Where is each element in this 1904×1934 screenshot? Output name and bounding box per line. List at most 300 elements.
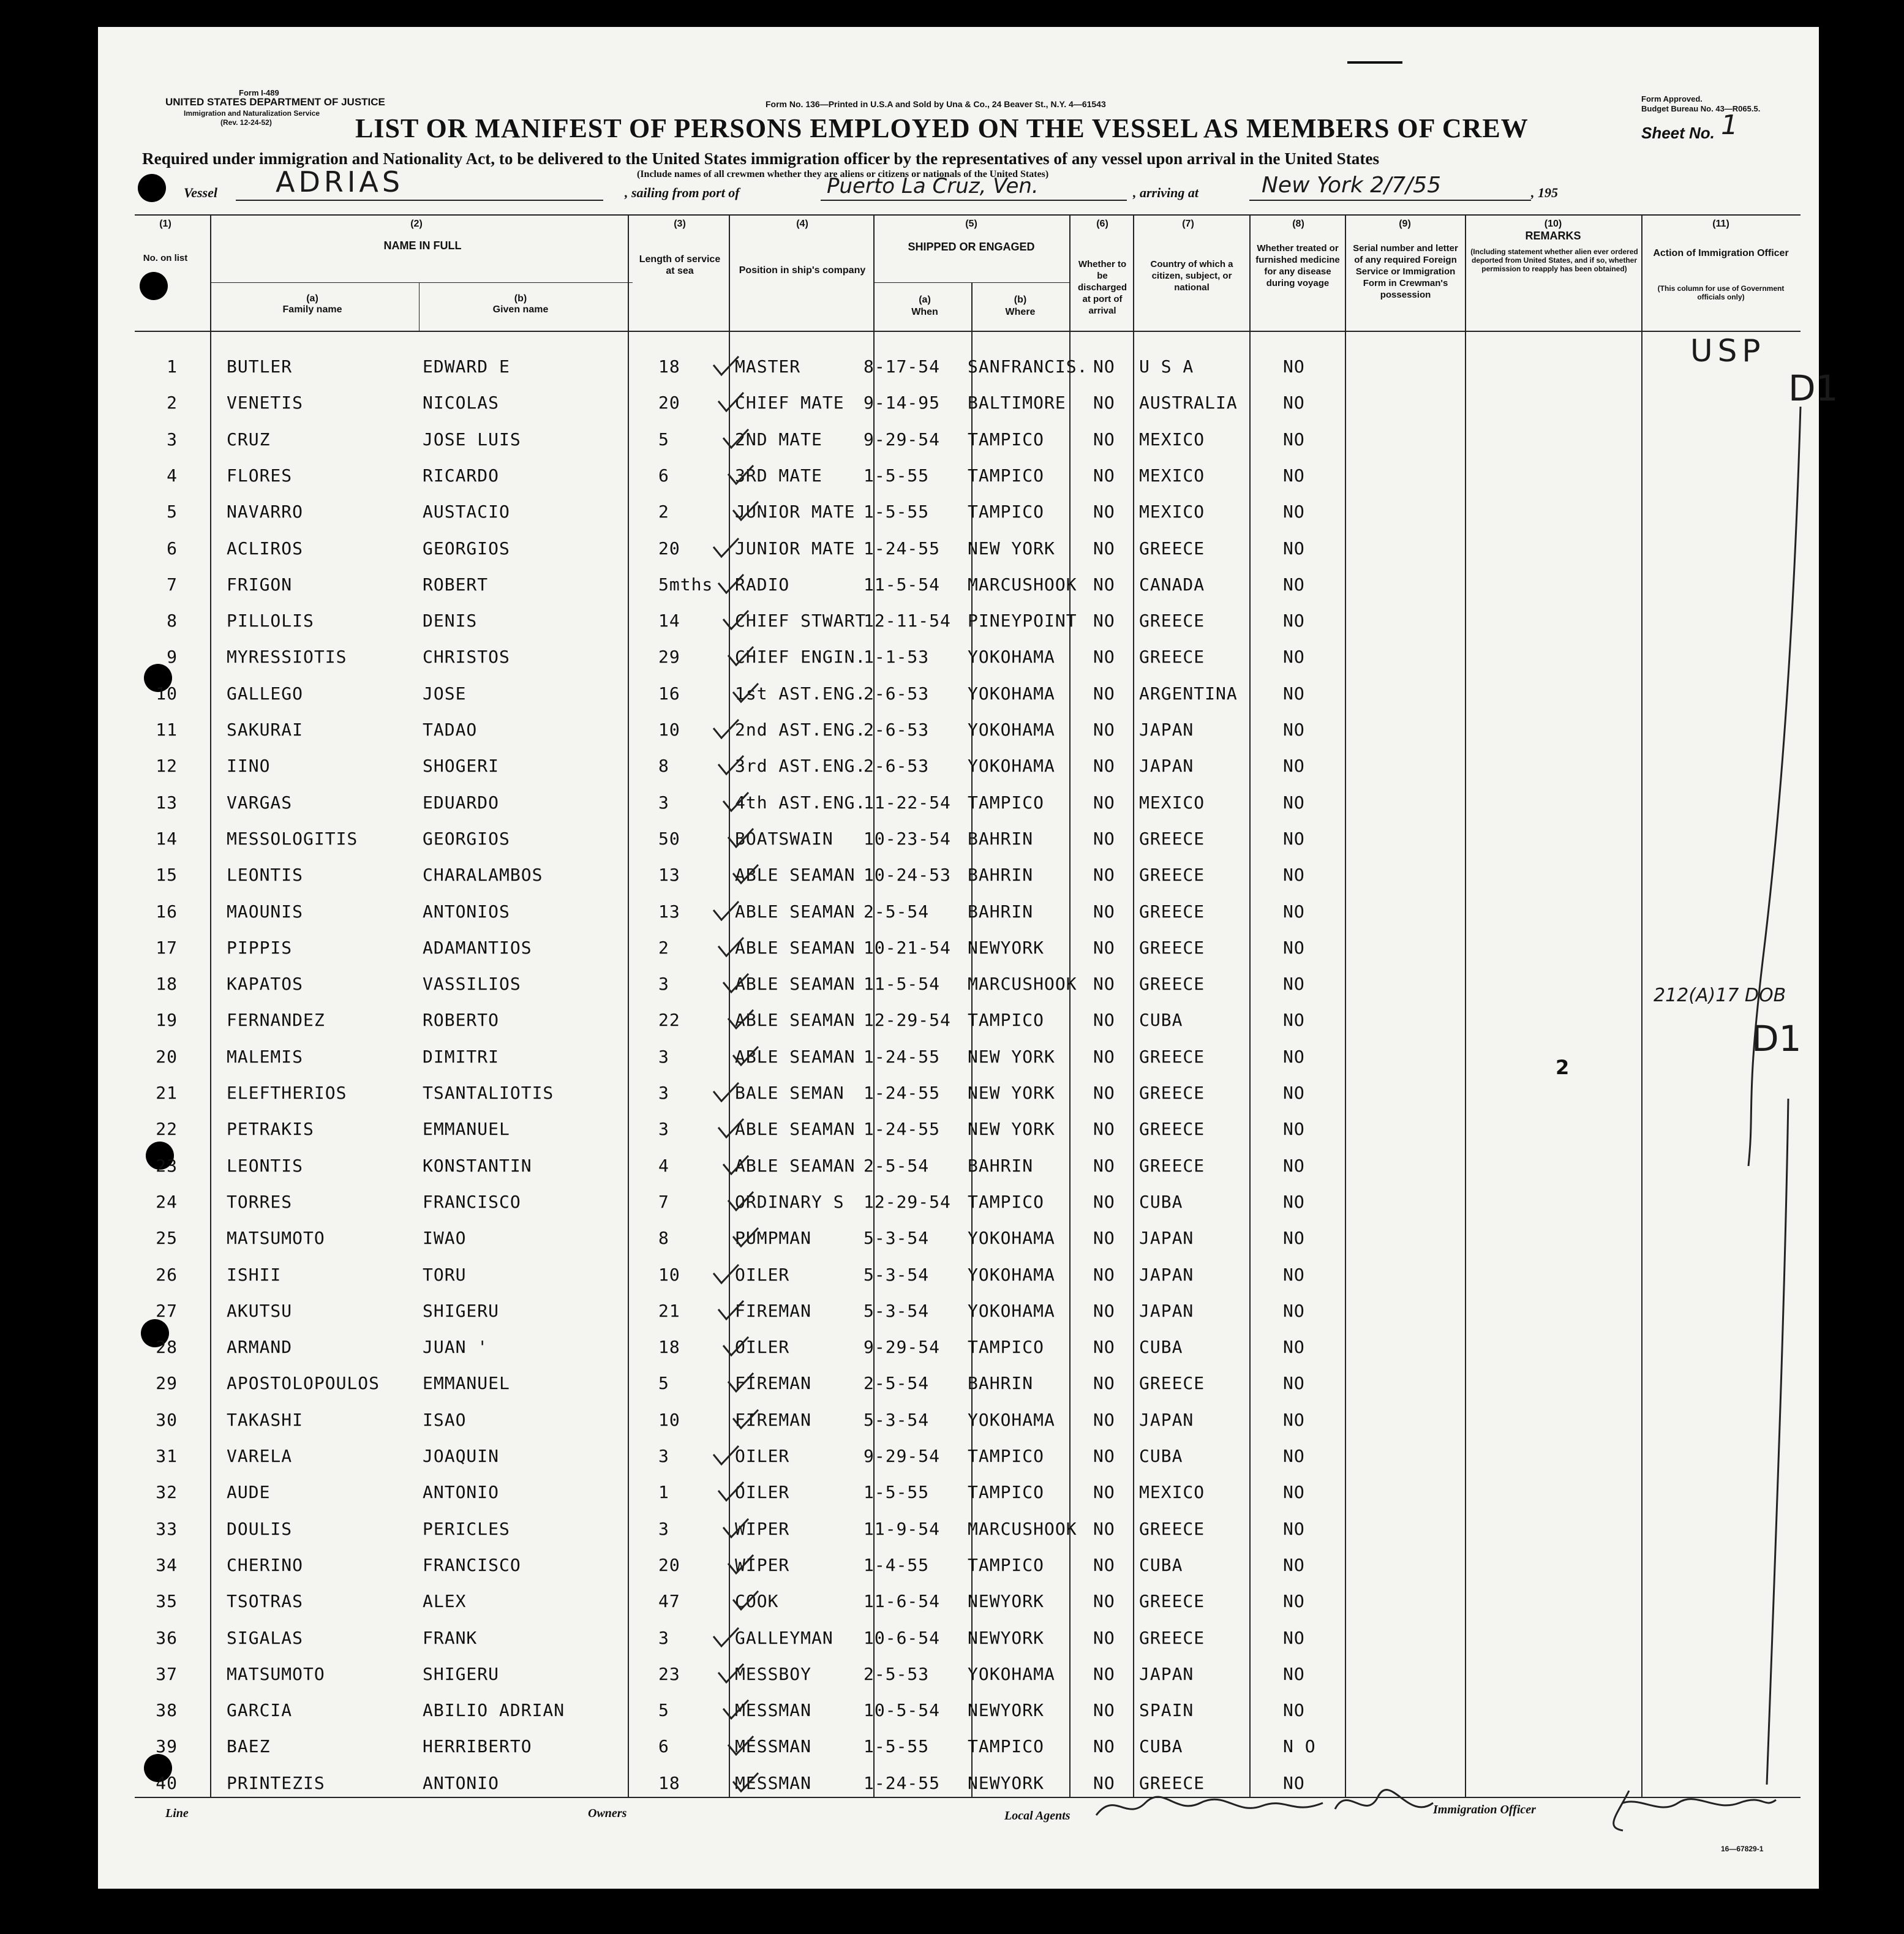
treated: NO (1283, 465, 1305, 486)
country: GREECE (1139, 1591, 1205, 1611)
treated: NO (1283, 611, 1305, 631)
col10-number: (10) (1544, 219, 1562, 229)
discharged: NO (1093, 611, 1115, 631)
position: FIREMAN (735, 1301, 812, 1321)
length-of-service: 5mths (658, 574, 713, 595)
shipped-when: 12-11-54 (864, 611, 951, 631)
shipped-when: 11-5-54 (864, 574, 941, 595)
given-name: SHIGERU (423, 1664, 500, 1684)
country: JAPAN (1139, 1410, 1194, 1430)
shipped-where: YOKOHAMA (968, 1301, 1055, 1321)
length-of-service: 18 (658, 1337, 680, 1357)
line-number: 22 (156, 1119, 178, 1139)
family-name: PIPPIS (227, 938, 293, 958)
shipped-where: NEW YORK (968, 1047, 1055, 1067)
family-name: ISHII (227, 1265, 282, 1285)
country: U S A (1139, 356, 1194, 377)
check-mark-icon (710, 1080, 741, 1105)
treated: NO (1283, 1773, 1305, 1793)
shipped-when: 2-5-53 (864, 1664, 930, 1684)
discharged: NO (1093, 647, 1115, 667)
discharged: NO (1093, 1301, 1115, 1321)
given-name: DENIS (423, 611, 478, 631)
position: FIREMAN (735, 1410, 812, 1430)
check-mark-icon (725, 826, 756, 851)
check-mark-icon (720, 790, 751, 815)
length-of-service: 3 (658, 792, 669, 813)
shipped-when: 1-24-55 (864, 1119, 941, 1139)
position: BALE SEMAN (735, 1083, 845, 1103)
family-name: LEONTIS (227, 865, 304, 885)
check-mark-icon (720, 608, 751, 633)
line-number: 40 (156, 1773, 178, 1793)
given-name: JOSE (423, 683, 467, 704)
length-of-service: 3 (658, 1519, 669, 1539)
country: CUBA (1139, 1736, 1183, 1756)
line-number: 38 (156, 1700, 178, 1720)
manifest-sheet (98, 27, 1838, 1889)
treated: NO (1283, 829, 1305, 849)
discharged: NO (1093, 865, 1115, 885)
line-number: 11 (156, 720, 178, 740)
treated: NO (1283, 1192, 1305, 1212)
discharged: NO (1093, 756, 1115, 776)
position: ABLE SEAMAN (735, 974, 856, 994)
discharged: NO (1093, 1228, 1115, 1248)
country: CUBA (1139, 1555, 1183, 1575)
country: CUBA (1139, 1010, 1183, 1030)
sheet-number: 1 (1721, 110, 1738, 141)
given-name: ANTONIO (423, 1773, 500, 1793)
treated: NO (1283, 1664, 1305, 1684)
length-of-service: 20 (658, 1555, 680, 1575)
length-of-service: 3 (658, 1083, 669, 1103)
treated: NO (1283, 1591, 1305, 1611)
position: CHIEF STWART (735, 611, 867, 631)
treated: NO (1283, 538, 1305, 559)
shipped-where: TAMPICO (968, 465, 1045, 486)
discharged: NO (1093, 1664, 1115, 1684)
given-name: SHIGERU (423, 1301, 500, 1321)
length-of-service: 8 (658, 756, 669, 776)
check-mark-icon (715, 572, 746, 596)
discharged-header: Whether to be discharged at port of arrival (1077, 259, 1127, 316)
line-number: 35 (156, 1591, 178, 1611)
length-of-service: 6 (658, 465, 669, 486)
col2-number: (2) (410, 219, 423, 229)
country: MEXICO (1139, 1482, 1205, 1502)
shipped-when: 1-5-55 (864, 465, 930, 486)
check-mark-icon (725, 1734, 756, 1758)
family-name: KAPATOS (227, 974, 304, 994)
discharged: NO (1093, 1700, 1115, 1720)
given-name: GEORGIOS (423, 538, 510, 559)
check-mark-icon (730, 1770, 761, 1795)
given-name: CHRISTOS (423, 647, 510, 667)
ditto-line-upper (1748, 407, 1801, 1166)
family-name: MALEMIS (227, 1047, 304, 1067)
family-name: TSOTRAS (227, 1591, 304, 1611)
printer-line: Form No. 136—Printed in U.S.A and Sold by Una & Co., 24 Beaver St., N.Y. 4—61543 (766, 99, 1106, 109)
given-name: HERRIBERTO (423, 1736, 532, 1756)
shipped-when: 5-3-54 (864, 1228, 930, 1248)
action-header: Action of Immigration Officer (1653, 248, 1789, 258)
shipped-when: 11-22-54 (864, 792, 951, 813)
length-of-service: 47 (658, 1591, 680, 1611)
shipped-header: SHIPPED OR ENGAGED (908, 241, 1035, 253)
position: MASTER (735, 356, 801, 377)
family-name: CRUZ (227, 429, 271, 450)
shipped-when: 1-1-53 (864, 647, 930, 667)
position: 4th AST.ENG. (735, 792, 867, 813)
family-name: SAKURAI (227, 720, 304, 740)
check-mark-icon (720, 1334, 751, 1359)
position: 3RD MATE (735, 465, 822, 486)
treated: NO (1283, 720, 1305, 740)
family-name: AUDE (227, 1482, 271, 1502)
position: PUMPMAN (735, 1228, 812, 1248)
country: GREECE (1139, 1373, 1205, 1393)
shipped-where: YOKOHAMA (968, 683, 1055, 704)
family-name: DOULIS (227, 1519, 293, 1539)
treated: N O (1283, 1736, 1316, 1756)
position: WIPER (735, 1519, 790, 1539)
shipped-where: NEW YORK (968, 538, 1055, 559)
length-of-service: 20 (658, 538, 680, 559)
given-name: TADAO (423, 720, 478, 740)
family-name: PILLOLIS (227, 611, 314, 631)
line-number: 19 (156, 1010, 178, 1030)
usp-stamp: USP (1690, 333, 1766, 369)
footer-officer-label: Immigration Officer (1433, 1803, 1536, 1816)
check-mark-icon (720, 1698, 751, 1722)
position: OILER (735, 1482, 790, 1502)
country: GREECE (1139, 1119, 1205, 1139)
country: JAPAN (1139, 720, 1194, 740)
col9-number: (9) (1399, 219, 1411, 229)
given-name: EMMANUEL (423, 1373, 510, 1393)
line-number: 1 (167, 356, 178, 377)
length-of-service: 8 (658, 1228, 669, 1248)
country: GREECE (1139, 1083, 1205, 1103)
family-name: PRINTEZIS (227, 1773, 325, 1793)
position: MESSMAN (735, 1700, 812, 1720)
shipped-where: YOKOHAMA (968, 756, 1055, 776)
length-of-service: 10 (658, 1410, 680, 1430)
table-top-rule (135, 214, 1801, 216)
port-name: Puerto La Cruz, Ven. (827, 174, 1039, 198)
given-name: AUSTACIO (423, 502, 510, 522)
arriving-label: , arriving at (1133, 185, 1198, 200)
line-number: 14 (156, 829, 178, 849)
line-number: 9 (167, 647, 178, 667)
shipped-where: BAHRIN (968, 865, 1034, 885)
shipped-where: TAMPICO (968, 1446, 1045, 1466)
shipped-where: BAHRIN (968, 829, 1034, 849)
given-name: FRANCISCO (423, 1192, 521, 1212)
shipped-where: YOKOHAMA (968, 1265, 1055, 1285)
length-of-service: 14 (658, 611, 680, 631)
family-name: ELEFTHERIOS (227, 1083, 347, 1103)
officer-signature (1614, 1791, 1776, 1831)
treated: NO (1283, 792, 1305, 813)
line-number: 26 (156, 1265, 178, 1285)
discharged: NO (1093, 1736, 1115, 1756)
line-number: 32 (156, 1482, 178, 1502)
check-mark-icon (710, 899, 741, 924)
country: JAPAN (1139, 756, 1194, 776)
length-of-service: 13 (658, 865, 680, 885)
shipped-where: NEWYORK (968, 1773, 1045, 1793)
shipped-when: 8-17-54 (864, 356, 941, 377)
shipped-when: 1-24-55 (864, 1083, 941, 1103)
discharged: NO (1093, 393, 1115, 413)
country: GREECE (1139, 1156, 1205, 1176)
family-name: BAEZ (227, 1736, 271, 1756)
line-number: 25 (156, 1228, 178, 1248)
country: SPAIN (1139, 1700, 1194, 1720)
col-divider (1249, 214, 1251, 1797)
given-name: ABILIO ADRIAN (423, 1700, 565, 1720)
given-b: (b) (514, 293, 527, 304)
given-name: ISAO (423, 1410, 467, 1430)
length-header: Length of service at sea (639, 254, 721, 276)
treated: NO (1283, 1628, 1305, 1648)
position: WIPER (735, 1555, 790, 1575)
when-header: When (911, 307, 938, 317)
d1-mark-top: D1 (1788, 367, 1838, 409)
discharged: NO (1093, 1083, 1115, 1103)
shipped-where: MARCUSHOOK (968, 974, 1077, 994)
col-divider (419, 282, 420, 331)
treated: NO (1283, 429, 1305, 450)
line-number: 3 (167, 429, 178, 450)
treated: NO (1283, 1010, 1305, 1030)
country: GREECE (1139, 829, 1205, 849)
shipped-where: TAMPICO (968, 429, 1045, 450)
given-name: VASSILIOS (423, 974, 521, 994)
check-mark-icon (715, 1116, 746, 1141)
check-mark-icon (715, 390, 746, 415)
given-name: KONSTANTIN (423, 1156, 532, 1176)
check-mark-icon (730, 1589, 761, 1613)
position-header: Position in ship's company (739, 265, 866, 276)
shipped-when: 2-5-54 (864, 1156, 930, 1176)
country: GREECE (1139, 647, 1205, 667)
shipped-when: 2-5-54 (864, 901, 930, 922)
shipped-when: 9-29-54 (864, 429, 941, 450)
given-name: ROBERT (423, 574, 489, 595)
length-of-service: 3 (658, 1119, 669, 1139)
country: MEXICO (1139, 429, 1205, 450)
shipped-where: BAHRIN (968, 901, 1034, 922)
sheet-label: Sheet No. (1641, 124, 1715, 142)
treated: NO (1283, 1156, 1305, 1176)
position: 2nd AST.ENG. (735, 720, 867, 740)
given-name: ANTONIOS (423, 901, 510, 922)
shipped-where: BALTIMORE (968, 393, 1066, 413)
position: JUNIOR MATE (735, 538, 856, 559)
shipped-where: YOKOHAMA (968, 647, 1055, 667)
treated: NO (1283, 1446, 1305, 1466)
shipped-when: 11-6-54 (864, 1591, 941, 1611)
check-mark-icon (730, 1044, 761, 1069)
given-name: JUAN ' (423, 1337, 489, 1357)
length-of-service: 6 (658, 1736, 669, 1756)
position: OILER (735, 1337, 790, 1357)
family-name: ACLIROS (227, 538, 304, 559)
length-of-service: 2 (658, 938, 669, 958)
family-name: FERNANDEZ (227, 1010, 325, 1030)
shipped-when: 10-6-54 (864, 1628, 941, 1648)
treated: NO (1283, 1373, 1305, 1393)
given-name: ROBERTO (423, 1010, 500, 1030)
treated: NO (1283, 865, 1305, 885)
position: ABLE SEAMAN (735, 1010, 856, 1030)
check-mark-icon (725, 644, 756, 669)
col3-number: (3) (674, 219, 686, 229)
arrival-underline (1249, 200, 1531, 201)
punch-hole (138, 174, 166, 202)
shipped-when: 5-3-54 (864, 1265, 930, 1285)
check-mark-icon (730, 1407, 761, 1432)
form-number: Form I-489 (239, 88, 279, 97)
punch-hole (140, 272, 168, 300)
remarks-note: (Including statement whether alien ever ordered deported from United States, and if so, whether permission to reapply has been obtained) (1470, 247, 1638, 273)
discharged: NO (1093, 1337, 1115, 1357)
shipped-where: NEWYORK (968, 938, 1045, 958)
family-name: LEONTIS (227, 1156, 304, 1176)
line-number: 34 (156, 1555, 178, 1575)
family-name: IINO (227, 756, 271, 776)
treated: NO (1283, 1228, 1305, 1248)
treated: NO (1283, 901, 1305, 922)
length-of-service: 10 (658, 1265, 680, 1285)
shipped-where: TAMPICO (968, 1736, 1045, 1756)
col-divider (628, 214, 629, 1797)
shipped-where: YOKOHAMA (968, 1410, 1055, 1430)
check-mark-icon (710, 354, 741, 378)
line-number: 18 (156, 974, 178, 994)
shipped-when: 10-21-54 (864, 938, 951, 958)
vessel-underline (236, 200, 603, 201)
col-divider (1345, 214, 1346, 1797)
discharged: NO (1093, 938, 1115, 958)
shipped-when: 2-5-54 (864, 1373, 930, 1393)
check-mark-icon (720, 971, 751, 996)
country: CUBA (1139, 1337, 1183, 1357)
form-code: 16—67829-1 (1721, 1845, 1764, 1853)
line-number: 29 (156, 1373, 178, 1393)
shipped-where: TAMPICO (968, 1555, 1045, 1575)
length-of-service: 5 (658, 429, 669, 450)
given-name: DIMITRI (423, 1047, 500, 1067)
given-name: GEORGIOS (423, 829, 510, 849)
line-number: 27 (156, 1301, 178, 1321)
discharged: NO (1093, 1119, 1115, 1139)
discharged: NO (1093, 901, 1115, 922)
col7-number: (7) (1182, 219, 1194, 229)
line-number: 15 (156, 865, 178, 885)
check-mark-icon (725, 1189, 756, 1214)
given-name: FRANCISCO (423, 1555, 521, 1575)
line-number: 31 (156, 1446, 178, 1466)
country: GREECE (1139, 974, 1205, 994)
given-name: EDWARD E (423, 356, 510, 377)
treated: NO (1283, 938, 1305, 958)
given-name: FRANK (423, 1628, 478, 1648)
shipped-where: PINEYPOINT (968, 611, 1077, 631)
family-name: VENETIS (227, 393, 304, 413)
treated: NO (1283, 1700, 1305, 1720)
given-name: NICOLAS (423, 393, 500, 413)
length-of-service: 13 (658, 901, 680, 922)
line-number: 23 (156, 1156, 178, 1176)
position: COOK (735, 1591, 779, 1611)
where-b: (b) (1014, 295, 1027, 305)
family-a: (a) (306, 293, 318, 304)
treated: NO (1283, 574, 1305, 595)
discharged: NO (1093, 1265, 1115, 1285)
shipped-when: 2-6-53 (864, 720, 930, 740)
vessel-label: Vessel (184, 185, 217, 200)
family-name: NAVARRO (227, 502, 304, 522)
check-mark-icon (720, 427, 751, 451)
discharged: NO (1093, 538, 1115, 559)
col-divider (1069, 214, 1071, 1797)
discharged: NO (1093, 465, 1115, 486)
treated: NO (1283, 1119, 1305, 1139)
country: CANADA (1139, 574, 1205, 595)
treated: NO (1283, 1337, 1305, 1357)
shipped-where: NEWYORK (968, 1591, 1045, 1611)
discharged: NO (1093, 1555, 1115, 1575)
line-number: 30 (156, 1410, 178, 1430)
col8-number: (8) (1292, 219, 1304, 229)
check-mark-icon (715, 1298, 746, 1323)
family-name: CHERINO (227, 1555, 304, 1575)
shipped-when: 5-3-54 (864, 1301, 930, 1321)
given-name: ADAMANTIOS (423, 938, 532, 958)
line-number: 28 (156, 1337, 178, 1357)
position: ABLE SEAMAN (735, 1119, 856, 1139)
treated: NO (1283, 1519, 1305, 1539)
shipped-where: TAMPICO (968, 1337, 1045, 1357)
family-name: BUTLER (227, 356, 293, 377)
treated: NO (1283, 1083, 1305, 1103)
position: ABLE SEAMAN (735, 865, 856, 885)
treated: NO (1283, 356, 1305, 377)
shipped-when: 10-24-53 (864, 865, 951, 885)
name-subheader-rule (210, 282, 633, 283)
country: GREECE (1139, 865, 1205, 885)
line-number: 33 (156, 1519, 178, 1539)
position: BOATSWAIN (735, 829, 833, 849)
vessel-name: ADRIAS (276, 165, 404, 198)
check-mark-icon (710, 536, 741, 560)
shipped-when: 2-6-53 (864, 756, 930, 776)
d1-mark-bottom: D1 (1752, 1018, 1802, 1059)
given-name: ANTONIO (423, 1482, 500, 1502)
length-of-service: 2 (658, 502, 669, 522)
shipped-where: TAMPICO (968, 1192, 1045, 1212)
position: JUNIOR MATE (735, 502, 856, 522)
ditto-line-lower (1767, 1099, 1788, 1785)
shipped-where: SANFRANCIS. (968, 356, 1088, 377)
shipped-where: TAMPICO (968, 1010, 1045, 1030)
position: RADIO (735, 574, 790, 595)
shipped-where: NEWYORK (968, 1628, 1045, 1648)
